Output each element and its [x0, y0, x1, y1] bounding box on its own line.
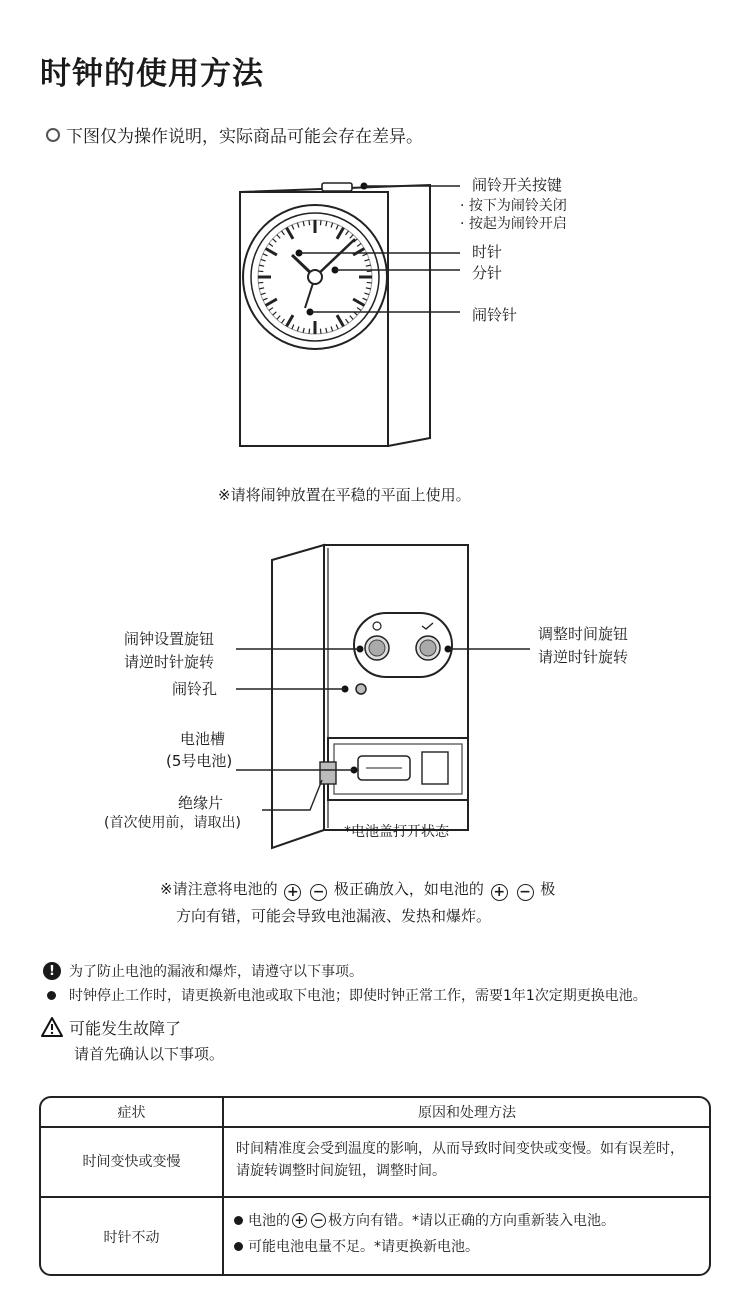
- minute-hand-label: 分针: [472, 264, 503, 282]
- exclamation-icon: !: [43, 962, 61, 980]
- battery-note-text-b: 极正确放入，如电池的: [333, 880, 484, 898]
- warning-stop-text: 时钟停止工作时，请更换新电池或取下电池；即使时钟正常工作，需要1年1次定期更换电池。: [69, 988, 647, 1004]
- plus-icon: +: [491, 884, 508, 901]
- warning-leak: [43, 961, 363, 981]
- warning-leak-text: 为了防止电池的漏液和爆炸，请遵守以下事项。: [69, 964, 363, 980]
- dial-tick: [258, 271, 263, 272]
- alarm-switch-on-label: · 按起为闹铃开启: [460, 216, 567, 232]
- subtitle: [46, 122, 423, 147]
- row-2-cause-a: [234, 1210, 615, 1230]
- row-2-cause-b: [234, 1236, 479, 1256]
- bullet-icon: [234, 1216, 243, 1225]
- time-knob-label-2: 请逆时针旋转: [538, 648, 629, 666]
- row-2-cause-a-text-2: 极方向有错。*请以正确的方向重新装入电池。: [328, 1213, 615, 1229]
- insulator-label-1: 绝缘片: [178, 794, 224, 812]
- table-header-cause: 原因和处理方法: [418, 1105, 516, 1121]
- battery-note-line-2: 方向有错，可能会导致电池漏液、发热和爆炸。: [176, 907, 492, 925]
- alarm-knob-label-1: 闹钟设置旋钮: [124, 630, 215, 648]
- bullet-icon: [234, 1242, 243, 1251]
- alarm-switch-off-label: · 按下为闹铃关闭: [460, 198, 567, 214]
- page-title: 时钟的使用方法: [40, 56, 264, 92]
- alarm-knob-label-2: 请逆时针旋转: [124, 653, 215, 671]
- plus-icon: +: [284, 884, 301, 901]
- alarm-hole-label: 闹铃孔: [172, 680, 218, 698]
- hour-hand-label: 时针: [472, 243, 503, 261]
- dial-tick: [258, 282, 263, 283]
- battery-slot-label-2: (5号电池): [166, 752, 233, 770]
- row-2-symptom: 时针不动: [103, 1229, 160, 1246]
- battery-note-text-a: ※请注意将电池的: [160, 880, 278, 898]
- row-2-cause-a-text-1: 电池的: [248, 1213, 290, 1229]
- battery-note-line-1: [160, 878, 555, 901]
- clock-front-diagram: [230, 178, 460, 452]
- dial-tick: [367, 282, 372, 283]
- time-knob-label-1: 调整时间旋钮: [538, 625, 629, 643]
- placement-note: ※请将闹钟放置在平稳的平面上使用。: [218, 486, 471, 504]
- clock-back-diagram: [262, 540, 477, 850]
- table-header-symptom: 症状: [117, 1105, 146, 1121]
- troubleshooting-table: [39, 1096, 711, 1276]
- minus-icon: −: [310, 884, 327, 901]
- battery-note-text-c: 极: [540, 880, 556, 898]
- cover-open-label: *电池盖打开状态: [344, 824, 449, 840]
- warning-stop: [43, 985, 647, 1005]
- row-1-symptom: 时间变快或变慢: [82, 1154, 181, 1170]
- dial-tick: [320, 329, 321, 334]
- minus-icon: −: [311, 1213, 326, 1228]
- dial-tick: [309, 329, 310, 334]
- row-1-cause: 时间精准度会受到温度的影响，从而导致时间变快或变慢。如有误差时，请旋转调整时间旋钮，调整时间。: [236, 1141, 684, 1179]
- dial-tick: [309, 220, 310, 225]
- dial-tick: [367, 271, 372, 272]
- fault-title: 可能发生故障了: [69, 1019, 182, 1038]
- plus-icon: +: [292, 1213, 307, 1228]
- warning-triangle-icon: [40, 1016, 64, 1038]
- alarm-switch-label: 闹铃开关按键: [472, 176, 563, 194]
- subtitle-text: 下图仅为操作说明，实际商品可能会存在差异。: [66, 127, 423, 147]
- dial-tick: [320, 220, 321, 225]
- minus-icon: −: [517, 884, 534, 901]
- fault-subtitle: 请首先确认以下事项。: [74, 1045, 225, 1063]
- row-2-cause-b-text: 可能电池电量不足。*请更换新电池。: [248, 1239, 479, 1255]
- battery-slot-label-1: 电池槽: [180, 730, 226, 748]
- bullet-icon: [47, 991, 56, 1000]
- insulator-label-2: (首次使用前，请取出): [104, 815, 241, 831]
- circle-bullet-icon: [46, 128, 60, 142]
- alarm-hand-label: 闹铃针: [472, 306, 518, 324]
